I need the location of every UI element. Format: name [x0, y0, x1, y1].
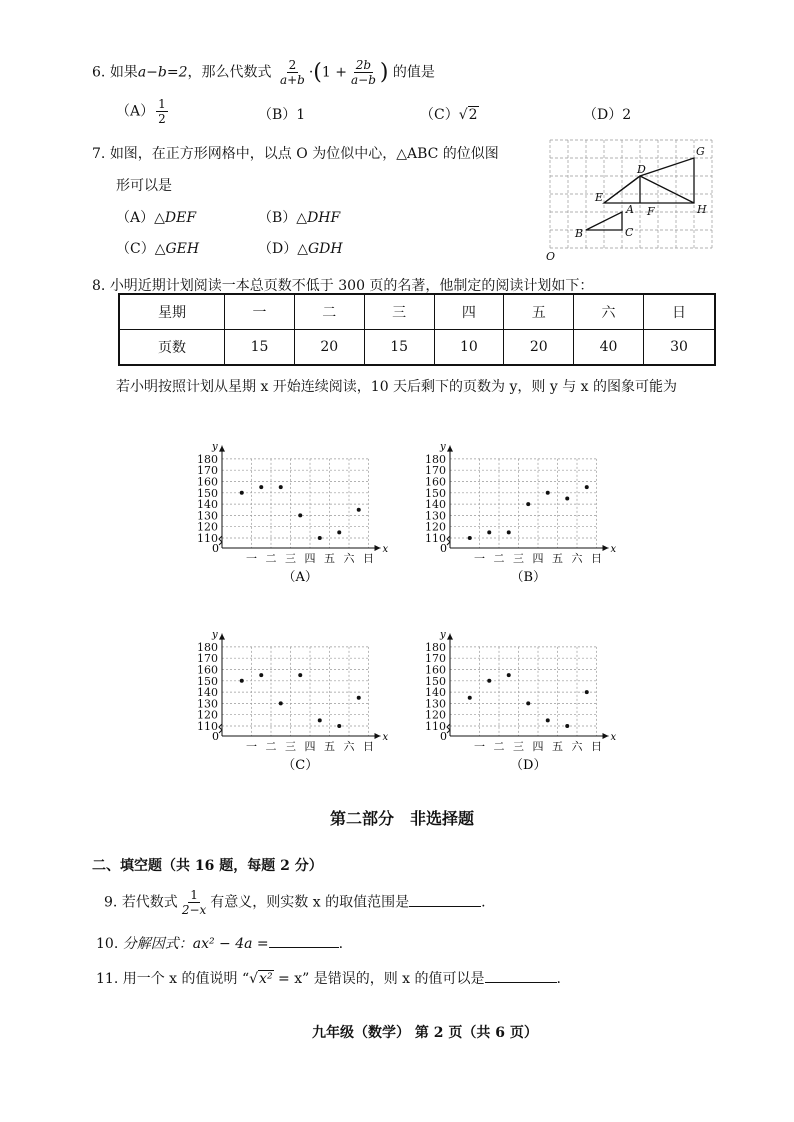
y-tick-label: 110	[425, 532, 446, 545]
y-tick-label: 160	[425, 663, 446, 677]
q7-option-a: （A）△DEF	[116, 210, 197, 226]
x-axis-label: x	[382, 732, 389, 743]
y-tick-label: 150	[197, 674, 218, 688]
x-tick-label: 四	[304, 740, 316, 753]
x-axis-label: x	[382, 544, 389, 555]
y-tick-label: 110	[197, 720, 218, 733]
question-9: 9. 若代数式 $\frac{1}{2-x}$ 有意义，则实数 x 的取值范围是 .	[104, 888, 486, 917]
x-tick-label: 一	[474, 552, 485, 565]
q7-option-c: （C）△GEH	[116, 241, 200, 257]
x-tick-label: 五	[324, 552, 335, 565]
y-tick-label: 180	[425, 452, 446, 466]
y-tick-label: 170	[425, 652, 446, 666]
y-tick-label: 140	[197, 686, 218, 700]
y-tick-label: 120	[425, 520, 446, 534]
origin-label: 0	[440, 542, 447, 555]
data-point	[337, 724, 341, 728]
y-tick-label: 160	[425, 475, 446, 489]
data-point	[259, 485, 263, 489]
y-tick-label: 140	[425, 686, 446, 700]
q7-option-d: （D）△GDH	[258, 241, 343, 257]
data-point	[468, 696, 472, 700]
svg-text:B: B	[575, 227, 584, 240]
chart-c	[190, 598, 389, 773]
x-tick-label: 二	[265, 552, 277, 565]
x-tick-label: 六	[571, 740, 583, 753]
x-axis-arrow	[603, 545, 609, 551]
y-axis-label: y	[212, 441, 218, 453]
x-tick-label: 一	[474, 740, 485, 753]
data-point	[259, 673, 263, 677]
data-point	[318, 536, 322, 540]
y-tick-label: 180	[425, 640, 446, 654]
svg-text:A: A	[626, 203, 634, 216]
chart-caption: （B）	[510, 570, 547, 585]
chart-d	[418, 598, 617, 773]
chart-caption: （C）	[282, 758, 319, 773]
y-tick-label: 150	[425, 674, 446, 688]
data-point	[337, 530, 341, 534]
y-tick-label: 140	[197, 498, 218, 512]
origin-label: 0	[440, 730, 447, 743]
part-2-title: 第二部分 非选择题	[330, 809, 475, 828]
answer-blank[interactable]	[269, 933, 339, 948]
x-tick-label: 日	[363, 740, 374, 753]
fraction-2-over-a-plus-b: $\frac{2}{a+b}$	[279, 58, 305, 87]
chart-b	[418, 410, 617, 585]
data-point	[240, 679, 244, 683]
x-tick-label: 二	[493, 552, 505, 565]
question-6: 6. 如果a−b=2，那么代数式 $\frac{2}{a+b}$ ·(1 + $\frac{2b}{a-b}$ ) 的值是	[92, 58, 435, 87]
q6-option-a: （A） $\frac{1}{2}$	[116, 97, 166, 126]
chart-caption: （D）	[510, 758, 547, 773]
x-axis-label: x	[610, 732, 617, 743]
svg-text:F: F	[647, 205, 655, 218]
question-8: 8. 小明近期计划阅读一本总页数不低于 300 页的名著，他制定的阅读计划如下：	[92, 278, 594, 294]
data-point	[585, 485, 589, 489]
y-tick-label: 140	[425, 498, 446, 512]
y-axis-arrow	[219, 634, 225, 640]
x-axis-arrow	[603, 733, 609, 739]
y-tick-label: 110	[425, 720, 446, 733]
answer-blank[interactable]	[485, 968, 557, 983]
data-point	[507, 673, 511, 677]
table-row: 星期 一 二 三 四 五 六 日	[119, 294, 715, 330]
svg-text:H: H	[697, 203, 707, 216]
fraction-2b-over-a-minus-b: $\frac{2b}{a-b}$	[350, 58, 376, 87]
chart-a	[190, 410, 389, 585]
data-point	[468, 536, 472, 540]
table-header-day: 星期	[119, 294, 225, 330]
data-point	[507, 530, 511, 534]
y-tick-label: 130	[197, 509, 218, 523]
svg-text:C: C	[625, 226, 634, 239]
reading-plan-table	[118, 293, 716, 366]
svg-text:G: G	[696, 145, 705, 158]
x-tick-label: 三	[285, 740, 296, 753]
y-tick-label: 170	[425, 464, 446, 478]
q7-grid-figure	[540, 135, 720, 265]
svg-text:E: E	[595, 191, 604, 204]
q6-option-c: （C）√2	[420, 107, 478, 123]
x-tick-label: 六	[343, 740, 355, 753]
x-tick-label: 一	[246, 552, 257, 565]
x-tick-label: 三	[513, 740, 524, 753]
chart-caption: （A）	[282, 570, 318, 585]
data-point	[279, 485, 283, 489]
data-point	[526, 502, 530, 506]
table-header-pages: 页数	[119, 330, 225, 366]
x-tick-label: 六	[571, 552, 583, 565]
question-10: 10. 分解因式：ax² − 4a = .	[96, 933, 343, 953]
x-tick-label: 二	[493, 740, 505, 753]
data-point	[240, 491, 244, 495]
question-7-line2: 形可以是	[116, 178, 172, 194]
x-tick-label: 四	[304, 552, 316, 565]
data-point	[279, 701, 283, 705]
y-tick-label: 150	[425, 486, 446, 500]
q7-option-b: （B）△DHF	[258, 210, 341, 226]
data-point	[298, 513, 302, 517]
y-tick-label: 160	[197, 475, 218, 489]
x-axis-label: x	[610, 544, 617, 555]
origin-label: 0	[212, 730, 219, 743]
x-tick-label: 五	[552, 740, 563, 753]
data-point	[318, 718, 322, 722]
x-tick-label: 一	[246, 740, 257, 753]
y-tick-label: 120	[425, 708, 446, 722]
x-tick-label: 五	[552, 552, 563, 565]
question-8-prompt: 若小明按照计划从星期 x 开始连续阅读，10 天后剩下的页数为 y，则 y 与 x 的图象可能为	[116, 379, 678, 395]
y-tick-label: 170	[197, 464, 218, 478]
x-tick-label: 四	[532, 740, 544, 753]
answer-blank[interactable]	[409, 892, 481, 907]
x-tick-label: 日	[363, 552, 374, 565]
data-point	[585, 690, 589, 694]
y-tick-label: 160	[197, 663, 218, 677]
y-tick-label: 120	[197, 708, 218, 722]
data-point	[526, 701, 530, 705]
data-point	[546, 718, 550, 722]
data-point	[565, 724, 569, 728]
x-tick-label: 三	[513, 552, 524, 565]
x-tick-label: 三	[285, 552, 296, 565]
question-11: 11. 用一个 x 的值说明 “√x² = x” 是错误的，则 x 的值可以是 .	[96, 968, 561, 988]
y-axis-arrow	[447, 634, 453, 640]
svg-text:D: D	[637, 163, 646, 176]
y-tick-label: 130	[197, 697, 218, 711]
data-point	[565, 496, 569, 500]
y-axis-arrow	[219, 446, 225, 452]
data-point	[298, 673, 302, 677]
page-footer: 九年级（数学） 第 2 页（共 6 页）	[312, 1025, 538, 1041]
x-tick-label: 二	[265, 740, 277, 753]
y-tick-label: 150	[197, 486, 218, 500]
section-2-title: 二、填空题（共 16 题，每题 2 分）	[92, 858, 323, 874]
table-row: 页数 15 20 15 10 20 40 30	[119, 330, 715, 366]
origin-label: 0	[212, 542, 219, 555]
x-axis-arrow	[375, 545, 381, 551]
question-7-line1: 7. 如图，在正方形网格中，以点 O 为位似中心，△ABC 的位似图	[92, 146, 499, 162]
data-point	[546, 491, 550, 495]
y-axis-label: y	[440, 629, 446, 641]
y-tick-label: 170	[197, 652, 218, 666]
y-tick-label: 130	[425, 509, 446, 523]
y-tick-label: 180	[197, 452, 218, 466]
q6-option-b: （B）1	[258, 107, 306, 123]
data-point	[357, 696, 361, 700]
y-axis-label: y	[440, 441, 446, 453]
y-tick-label: 120	[197, 520, 218, 534]
y-tick-label: 180	[197, 640, 218, 654]
x-tick-label: 日	[591, 740, 602, 753]
y-tick-label: 130	[425, 697, 446, 711]
x-tick-label: 日	[591, 552, 602, 565]
x-tick-label: 六	[343, 552, 355, 565]
y-axis-arrow	[447, 446, 453, 452]
x-axis-arrow	[375, 733, 381, 739]
x-tick-label: 五	[324, 740, 335, 753]
data-point	[357, 508, 361, 512]
y-axis-label: y	[212, 629, 218, 641]
svg-text:O: O	[546, 250, 556, 263]
data-point	[487, 679, 491, 683]
y-tick-label: 110	[197, 532, 218, 545]
data-point	[487, 530, 491, 534]
q6-option-d: （D）2	[583, 107, 632, 123]
x-tick-label: 四	[532, 552, 544, 565]
